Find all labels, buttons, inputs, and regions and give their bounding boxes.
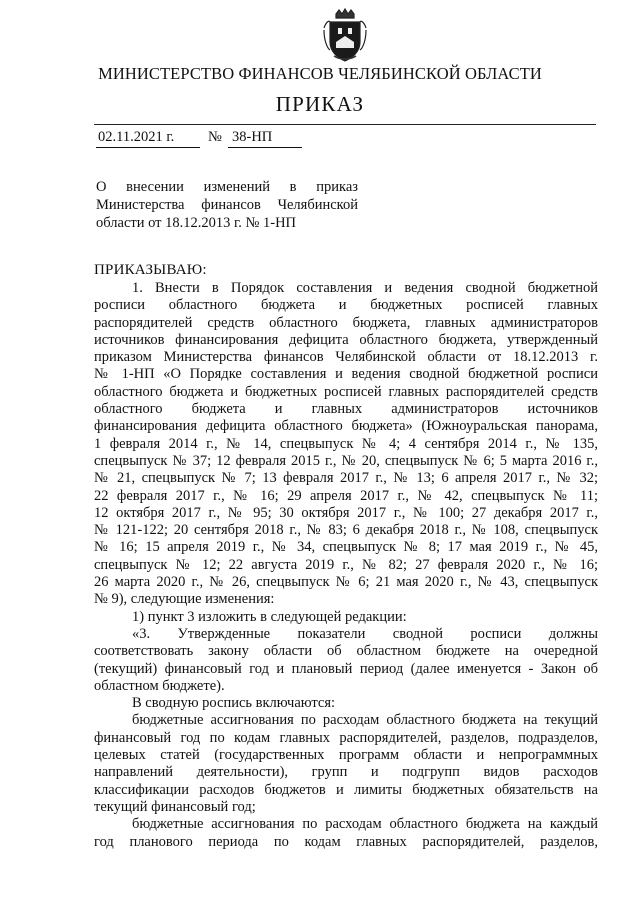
- body-line: финансовый год по кодам главных распорядителей, разделов, подразделов,: [94, 729, 598, 746]
- body-line: областном бюджете).: [94, 677, 225, 694]
- body-line: областного бюджета и главных администраторов источников: [94, 401, 598, 418]
- number-sign: №: [208, 129, 222, 145]
- subject-line: области от 18.12.2013 г. № 1-НП: [96, 215, 297, 231]
- body-line: бюджетные ассигнования по расходам областного бюджета на каждый: [132, 816, 598, 833]
- document-type-title: ПРИКАЗ: [275, 92, 365, 116]
- order-body: [94, 280, 598, 851]
- body-line: финансирования дефицита областного бюджета» (Южноуральская панорама,: [94, 418, 598, 435]
- body-line: № 121-122; 20 сентября 2018 г., № 83; 6 декабря 2018 г., № 108, спецвыпуск: [94, 522, 598, 539]
- body-line: спецвыпуск № 12; 22 августа 2019 г., № 82; 27 февраля 2020 г., № 16;: [94, 556, 598, 573]
- body-line: (текущий) финансовый год и плановый период (далее именуется - Закон об: [94, 660, 598, 677]
- header-divider: [94, 124, 596, 125]
- body-line: 12 октября 2017 г., № 95; 30 октября 2017 г., № 100; 27 декабря 2017 г.,: [94, 504, 598, 521]
- body-line: В сводную роспись включаются:: [132, 695, 336, 712]
- body-line: № 9), следующие изменения:: [94, 591, 275, 608]
- body-line: областного бюджета и бюджетных росписей главных распорядителей средств: [94, 383, 598, 400]
- subject-line: О внесении изменений в приказ: [96, 179, 358, 195]
- body-line: год планового периода по кодам главных распорядителей, разделов,: [94, 833, 598, 850]
- body-line: классификации расходов бюджетов и лимиты бюджетных обязательств на: [94, 781, 598, 798]
- order-date: 02.11.2021 г.: [96, 129, 200, 148]
- body-line: № 21, спецвыпуск № 7; 13 февраля 2017 г., № 13; 6 апреля 2017 г., № 32;: [94, 470, 598, 487]
- body-line: 1 февраля 2014 г., № 14, спецвыпуск № 4; 4 сентября 2014 г., № 135,: [94, 435, 598, 452]
- body-line: «3. Утвержденные показатели сводной росписи должны: [132, 625, 598, 642]
- body-line: приказом Министерства финансов Челябинской области от 18.12.2013 г.: [94, 349, 598, 366]
- body-line: № 16; 15 апреля 2019 г., № 34, спецвыпуск № 8; 17 мая 2019 г., № 45,: [94, 539, 598, 556]
- body-line: направлений деятельности), групп и подгрупп видов расходов: [94, 764, 598, 781]
- order-subject: [96, 178, 358, 232]
- body-line: целевых статей (государственных программ области и непрограммных: [94, 747, 598, 764]
- order-number: 38-НП: [228, 129, 302, 148]
- body-line: росписи областного бюджета и бюджетных росписей главных: [94, 297, 598, 314]
- body-line: спецвыпуск № 37; 12 февраля 2015 г., № 20, спецвыпуск № 6; 5 марта 2016 г.,: [94, 452, 598, 469]
- order-word: ПРИКАЗЫВАЮ:: [94, 262, 207, 278]
- body-line: источников финансирования дефицита областного бюджета, утвержденный: [94, 331, 598, 348]
- body-line: бюджетные ассигнования по расходам областного бюджета на текущий: [132, 712, 598, 729]
- ministry-name: МИНИСТЕРСТВО ФИНАНСОВ ЧЕЛЯБИНСКОЙ ОБЛАСТИ: [98, 64, 542, 83]
- body-line: 1. Внести в Порядок составления и ведения сводной бюджетной: [132, 280, 598, 296]
- coat-of-arms-emblem: [322, 8, 368, 64]
- body-line: № 1-НП «О Порядке составления и ведения сводной бюджетной росписи: [94, 366, 598, 383]
- body-line: 1) пункт 3 изложить в следующей редакции:: [132, 608, 407, 625]
- body-line: 26 марта 2020 г., № 26, спецвыпуск № 6; 21 мая 2020 г., № 43, спецвыпуск: [94, 574, 598, 591]
- body-line: распорядителей средств областного бюджета, главных администраторов: [94, 314, 598, 331]
- subject-line: Министерства финансов Челябинской: [96, 197, 358, 213]
- body-line: 22 февраля 2017 г., № 16; 29 апреля 2017 г., № 42, спецвыпуск № 11;: [94, 487, 598, 504]
- body-line: соответствовать закону области об областном бюджете на очередной: [94, 643, 598, 660]
- body-line: текущий финансовый год;: [94, 798, 256, 815]
